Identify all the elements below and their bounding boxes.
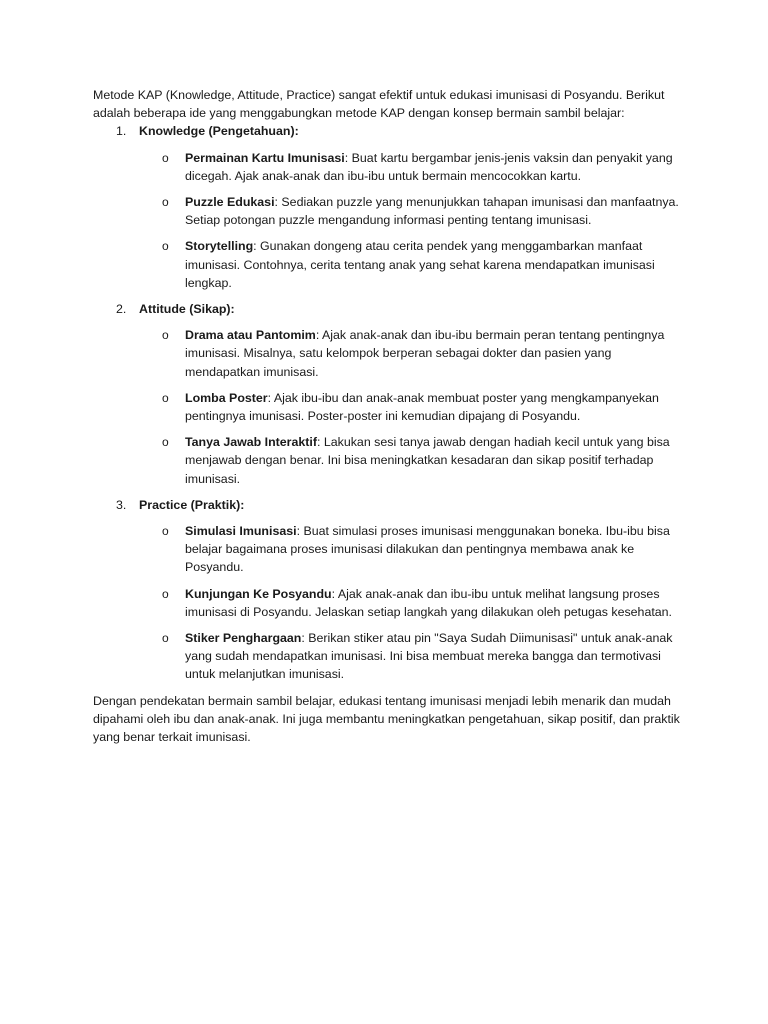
bullet-icon: o [162,390,169,405]
item-title: Lomba Poster [185,390,268,405]
list-item [93,585,683,621]
list-item [93,433,683,488]
item-text: : Buat simulasi proses imunisasi menggunakan boneka. Ibu-ibu bisa belajar bagaimana proses imunisasi dilakukan dan pentingnya membawa anak ke Posyandu. [185,524,670,575]
list-item [93,522,683,577]
list-item [93,237,683,292]
section-number: 1. [116,124,127,139]
section-number: 2. [116,302,127,317]
document-body [93,86,683,746]
list-item [93,149,683,185]
bullet-icon: o [162,631,169,646]
bullet-icon: o [162,435,169,450]
item-title: Drama atau Pantomim [185,328,316,343]
item-title: Kunjungan Ke Posyandu [185,586,332,601]
item-text: : Lakukan sesi tanya jawab dengan hadiah kecil untuk yang bisa menjawab dengan benar. Ini bisa meningkatkan kesadaran dan sikap positif terhadap imunisasi. [185,435,670,486]
intro-paragraph: Metode KAP (Knowledge, Attitude, Practice) sangat efektif untuk edukasi imunisasi di Posyandu. Berikut adalah beberapa ide yang menggabungkan metode KAP dengan konsep bermain sambil belajar: [93,88,665,121]
section-practice [93,496,683,684]
bullet-icon: o [162,328,169,343]
section-heading [93,496,683,514]
item-text: : Ajak anak-anak dan ibu-ibu untuk melihat langsung proses imunisasi di Posyandu. Jelaskan setiap langkah yang dilakukan oleh petugas kesehatan. [185,586,672,619]
section-title: Attitude (Sikap): [139,302,235,317]
item-title: Storytelling [185,239,254,254]
list-item [93,193,683,229]
item-text: : Ajak anak-anak dan ibu-ibu bermain peran tentang pentingnya imunisasi. Misalnya, satu kelompok berperan sebagai dokter dan pasien yang mendapatkan imunisasi. [185,328,665,379]
closing-paragraph: Dengan pendekatan bermain sambil belajar, edukasi tentang imunisasi menjadi lebih menarik dan mudah dipahami oleh ibu dan anak-anak. Ini juga membantu meningkatkan pengetahuan, sikap positif, dan praktik yang benar terkait imunisasi. [93,693,680,745]
item-text: : Buat kartu bergambar jenis-jenis vaksin dan penyakit yang dicegah. Ajak anak-anak dan ibu-ibu untuk bermain mencocokkan kartu. [185,150,673,183]
item-title: Simulasi Imunisasi [185,524,297,539]
bullet-icon: o [162,524,169,539]
bullet-icon: o [162,239,169,254]
bullet-icon: o [162,195,169,210]
section-knowledge [93,122,683,292]
section-attitude [93,300,683,488]
item-text: : Sediakan puzzle yang menunjukkan tahapan imunisasi dan manfaatnya. Setiap potongan puzzle mengandung informasi penting tentang imunisasi. [185,195,679,228]
list-item [93,389,683,425]
section-heading [93,300,683,318]
list-item [93,326,683,381]
item-text: : Ajak ibu-ibu dan anak-anak membuat poster yang mengkampanyekan pentingnya imunisasi. Poster-poster ini kemudian dipajang di Posyandu. [185,390,659,424]
list-item [93,629,683,684]
item-title: Stiker Penghargaan [185,631,302,646]
item-title: Permainan Kartu Imunisasi [185,150,345,165]
section-number: 3. [116,497,127,512]
section-title: Practice (Praktik): [139,497,245,512]
item-title: Tanya Jawab Interaktif [185,435,317,450]
bullet-icon: o [162,150,169,165]
bullet-icon: o [162,586,169,601]
item-text: : Berikan stiker atau pin "Saya Sudah Diimunisasi" untuk anak-anak yang sudah mendapatkan imunisasi. Ini bisa membuat mereka bangga dan termotivasi untuk melanjutkan imunisasi. [185,631,673,682]
item-title: Puzzle Edukasi [185,195,275,210]
section-title: Knowledge (Pengetahuan): [139,124,299,139]
item-text: : Gunakan dongeng atau cerita pendek yang menggambarkan manfaat imunisasi. Contohnya, cerita tentang anak yang sehat karena mendapatkan imunisasi lengkap. [185,239,655,290]
section-heading [93,122,683,140]
